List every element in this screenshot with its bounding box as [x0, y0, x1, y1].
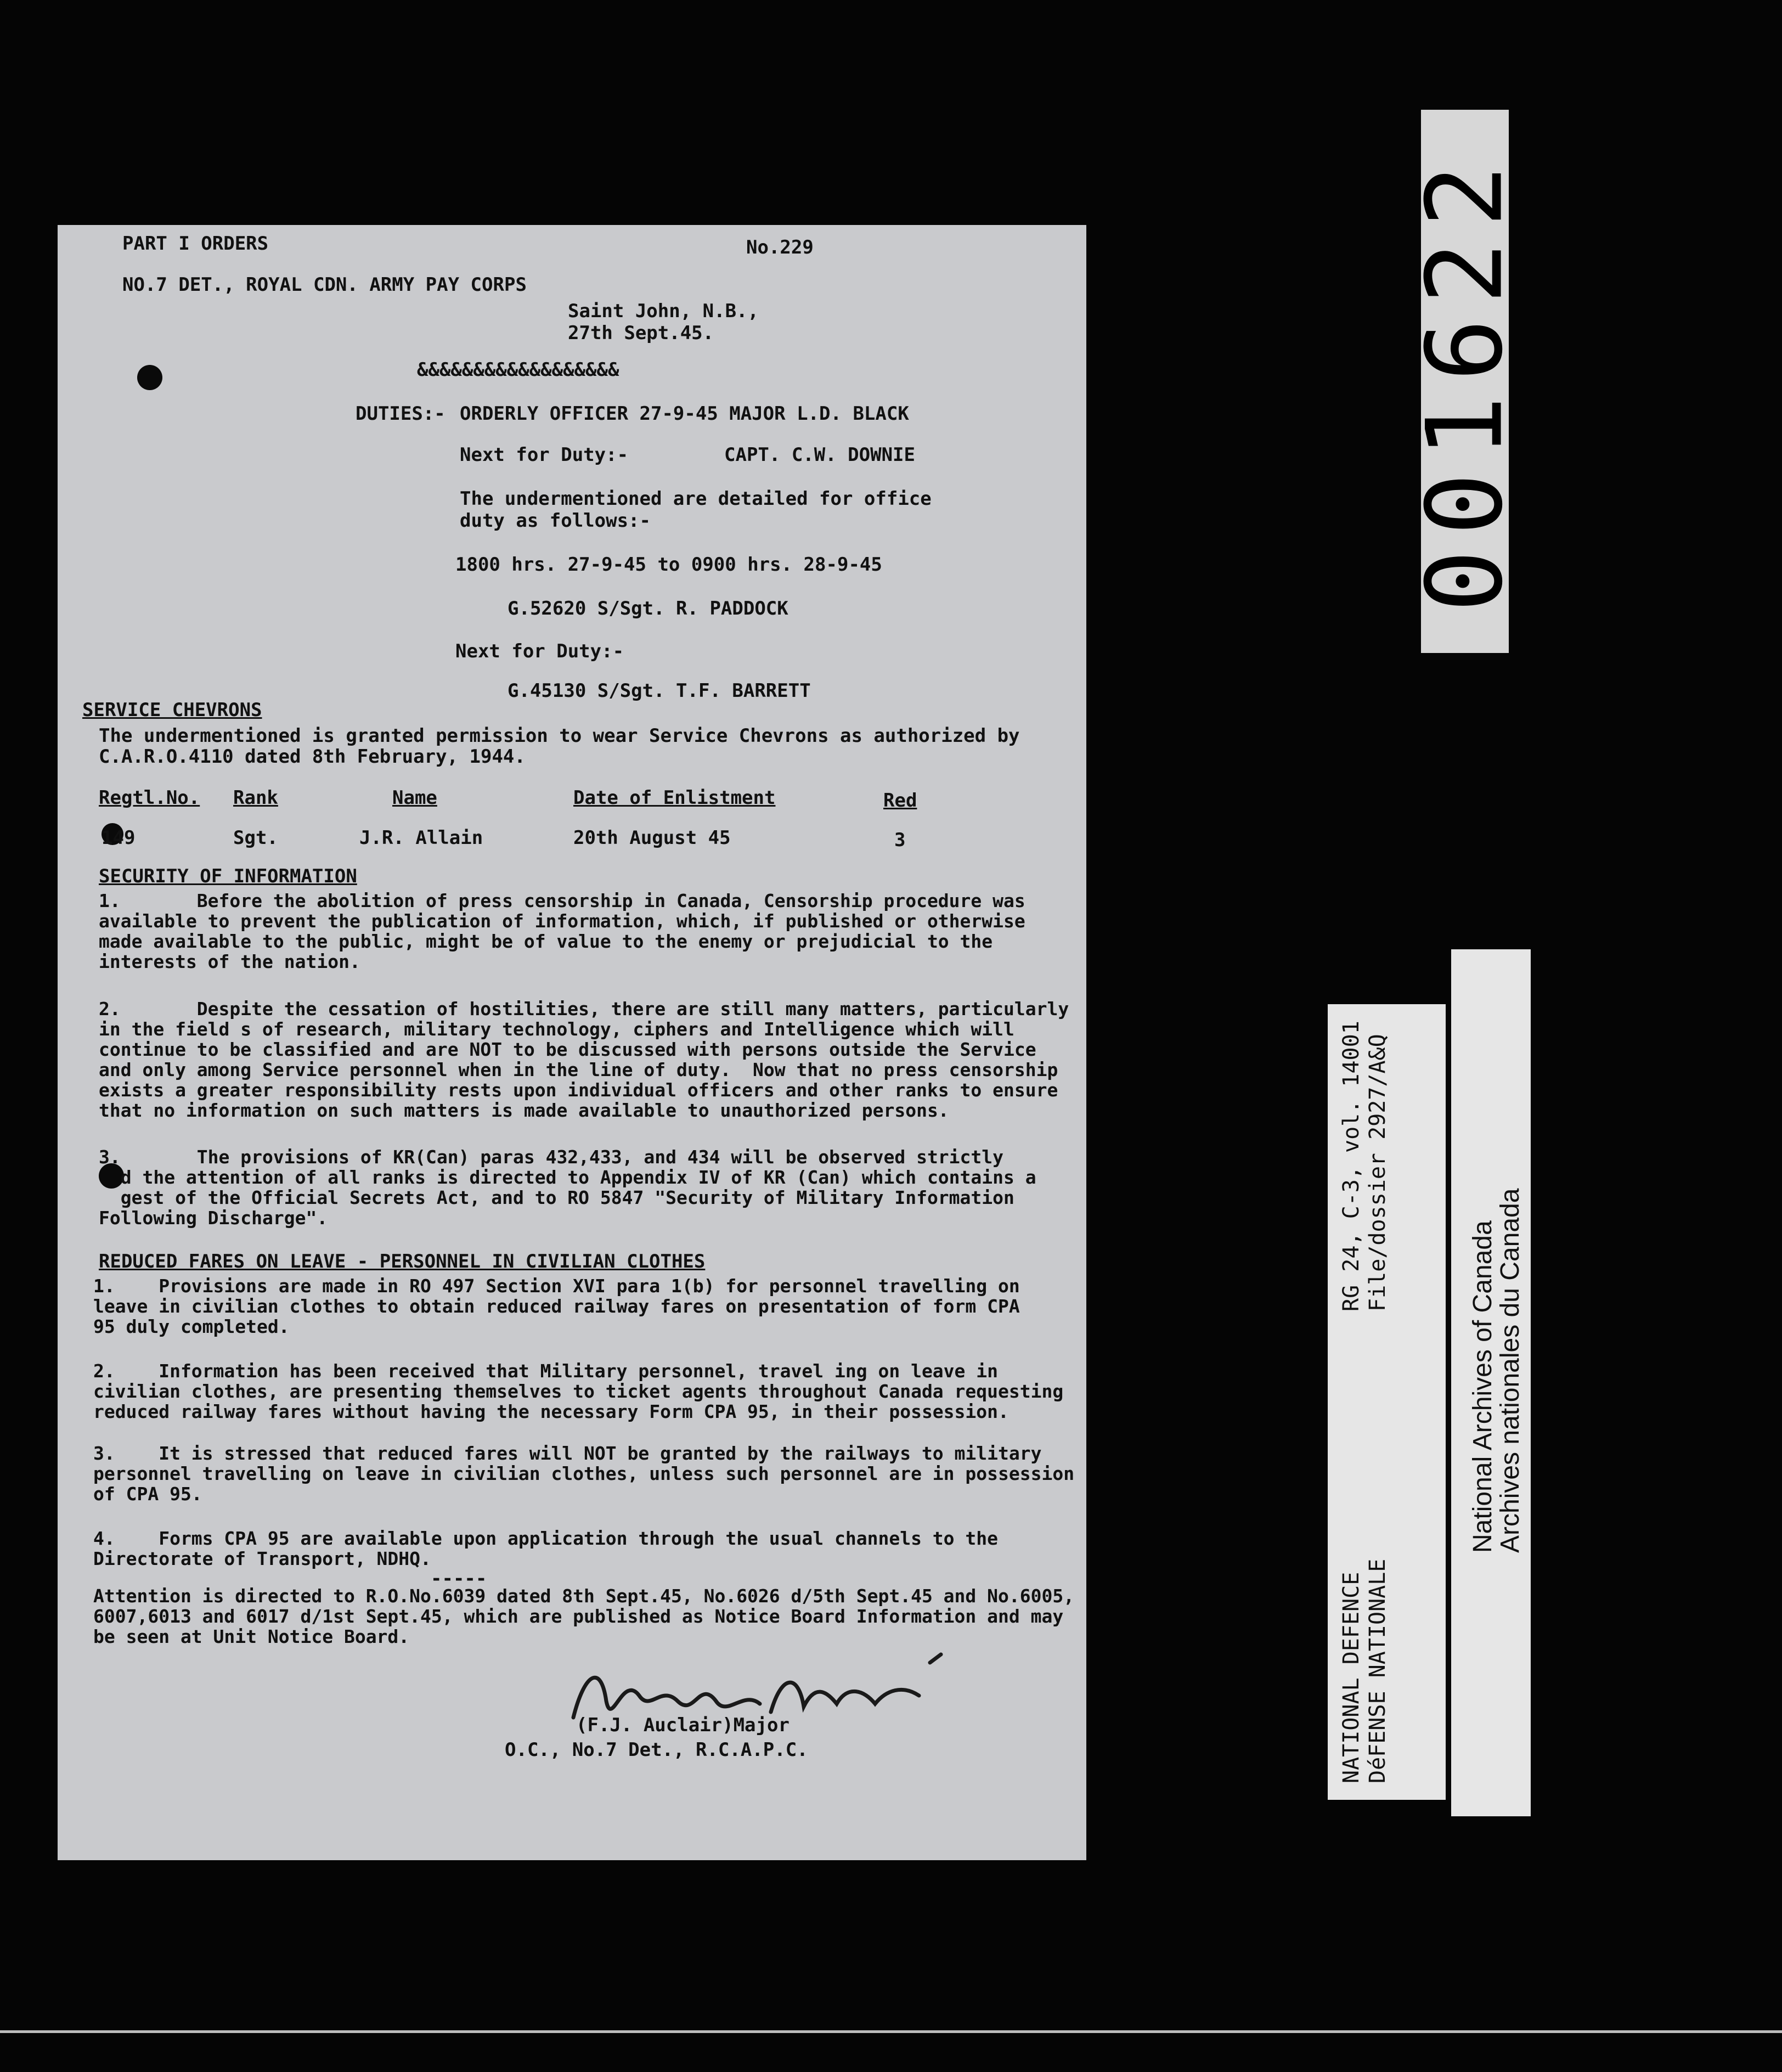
film-edge-line [0, 2030, 1782, 2033]
next-duty-label-2: Next for Duty:- [455, 640, 624, 662]
office-duty-text-2: duty as follows:- [460, 510, 651, 532]
date: 27th Sept.45. [568, 322, 714, 344]
duty-hours: 1800 hrs. 27-9-45 to 0900 hrs. 28-9-45 [455, 554, 882, 576]
reference-line-1: RG 24, C-3, vol. 14001 [1339, 1021, 1364, 1311]
chevrons-text-1: The undermentioned is granted permission to wear Service Chevrons as authorized by [99, 725, 1020, 747]
fares-paragraph-3: 3. It is stressed that reduced fares will NOT be granted by the railways to military personnel travelling on leave in civilian clothes, unless such personnel are in possession of CPA 95. [93, 1443, 1075, 1505]
next-duty-name: CAPT. C.W. DOWNIE [724, 444, 915, 466]
reel-number: 001622 [1404, 150, 1526, 613]
fares-paragraph-1: 1. Provisions are made in RO 497 Section XVI para 1(b) for personnel travelling on leave in civilian clothes to obtain reduced railway fares on presentation of form CPA 95 duly completed. [93, 1275, 1020, 1337]
col-header-regtl: Regtl.No. [99, 787, 200, 809]
orderly-officer: ORDERLY OFFICER 27-9-45 MAJOR L.D. BLACK [460, 403, 909, 425]
signatory-title: O.C., No.7 Det., R.C.A.P.C. [505, 1739, 808, 1761]
security-paragraph-1: 1. Before the abolition of press censorship in Canada, Censorship procedure was available to prevent the publication of information, which, if published or otherwise made available to the public, might be of value to the enemy or prejudicial to the interests of the nation. [99, 890, 1025, 972]
cell-rank: Sgt. [233, 827, 278, 849]
order-number: No.229 [746, 237, 814, 258]
cell-red: 3 [894, 829, 906, 851]
col-header-red: Red [883, 790, 917, 812]
duty-person-2: G.45130 S/Sgt. T.F. BARRETT [507, 680, 811, 702]
punch-hole [137, 365, 162, 390]
duties-label: DUTIES:- [356, 403, 446, 425]
col-header-enlistment: Date of Enlistment [573, 787, 776, 809]
section-heading-fares: REDUCED FARES ON LEAVE - PERSONNEL IN CIVILIAN CLOTHES [99, 1251, 706, 1273]
security-paragraph-2: 2. Despite the cessation of hostilities, there are still many matters, particularly in the field s of research, military technology, ciphers and Intelligence which will continue to be classified and are NOT to be discussed with persons outside the Service and only among Service personnel when in the line of duty. Now that no press censorship exists a greater responsibility rests upon individual officers and other ranks to ensure that no information on such matters is made available to unauthorized persons. [99, 998, 1069, 1121]
duty-person-1: G.52620 S/Sgt. R. PADDOCK [507, 598, 788, 620]
archive-reference-label [1328, 1004, 1446, 1800]
office-duty-text: The undermentioned are detailed for office [460, 488, 932, 510]
cell-enlistment: 20th August 45 [573, 827, 731, 849]
order-document [58, 225, 1086, 1860]
col-header-name: Name [392, 787, 437, 809]
separator: &&&&&&&&&&&&&&&&&& [417, 359, 619, 381]
next-duty-label: Next for Duty:- [460, 444, 629, 466]
cell-regtl: 149 [101, 827, 136, 849]
archives-label [1451, 949, 1531, 1816]
fares-paragraph-2: 2. Information has been received that Military personnel, travel ing on leave in civilian clothes, are presenting themselves to ticket agents throughout Canada requesting reduced railway fares without having the necessary Form CPA 95, in their possession. [93, 1360, 1064, 1422]
header-part: PART I ORDERS [122, 233, 269, 255]
fares-paragraph-4: 4. Forms CPA 95 are available upon application through the usual channels to the Directorate of Transport, NDHQ. [93, 1528, 999, 1569]
col-header-rank: Rank [233, 787, 278, 809]
chevrons-text-2: C.A.R.O.4110 dated 8th February, 1944. [99, 746, 526, 768]
signatory-name: (F.J. Auclair)Major [576, 1714, 790, 1736]
attention-paragraph: Attention is directed to R.O.No.6039 dated 8th Sept.45, No.6026 d/5th Sept.45 and No.6005, 6007,6013 and 6017 d/1st Sept.45, which are published as Notice Board Information and may be seen at Unit Notice Board. [93, 1585, 1075, 1647]
department-line-2: DéFENSE NATIONALE [1365, 1558, 1390, 1783]
security-paragraph-3: 3. The provisions of KR(Can) paras 432,433, and 434 will be observed strictly d the attention of all ranks is directed to Appendix IV of KR (Can) which contains a gest of the Official Secrets Act, and to RO 5847 "Security of Military Information Following Discharge". [99, 1146, 1036, 1229]
place: Saint John, N.B., [568, 300, 759, 322]
department-line-1: NATIONAL DEFENCE [1339, 1572, 1364, 1783]
archives-name-fr: Archives nationales du Canada [1496, 1188, 1525, 1553]
cell-name: J.R. Allain [359, 827, 483, 849]
reel-number-strip [1404, 110, 1526, 653]
section-heading-security: SECURITY OF INFORMATION [99, 865, 357, 887]
archives-name-en: National Archives of Canada [1468, 1220, 1497, 1553]
divider: ----- [431, 1568, 487, 1590]
unit-name: NO.7 DET., ROYAL CDN. ARMY PAY CORPS [122, 274, 527, 296]
section-heading-chevrons: SERVICE CHEVRONS [82, 699, 262, 721]
reference-line-2: File/dossier 2927/A&Q [1365, 1034, 1390, 1311]
